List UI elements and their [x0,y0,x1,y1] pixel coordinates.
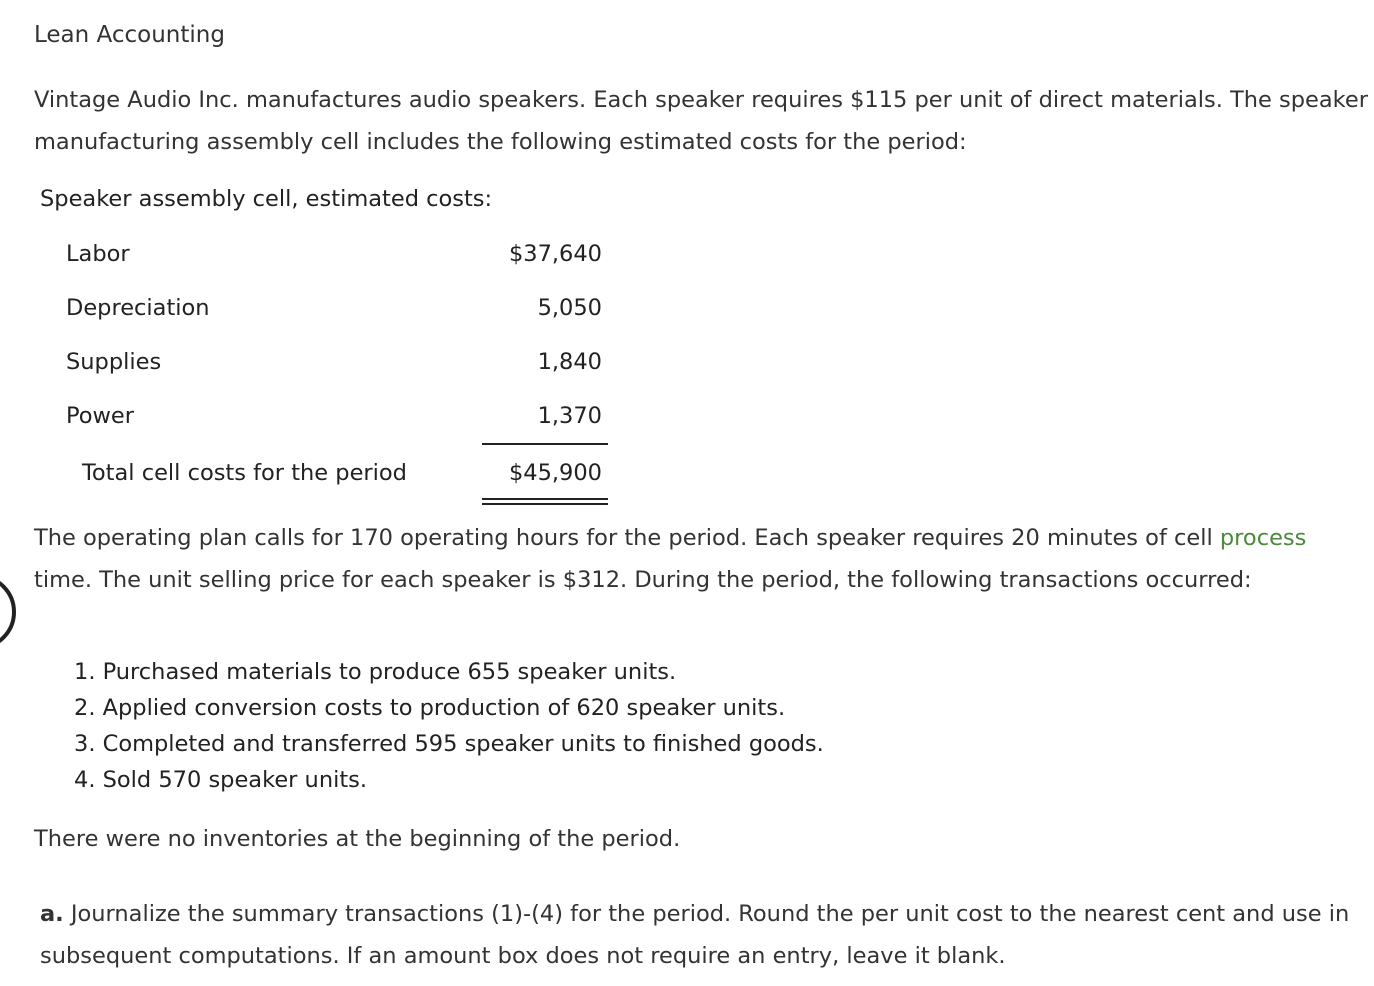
cost-label: Power [66,403,135,429]
cost-amount: $37,640 [508,241,602,267]
list-item: 4. Sold 570 speaker units. [74,767,368,793]
no-inventories-note: There were no inventories at the beginning of the period. [34,826,681,852]
operating-plan-text-2: time. The unit selling price for each speaker is $312. During the period, the following transactions occurred: [34,567,1252,593]
transaction-list [74,654,824,798]
cost-row-labor [0,241,640,271]
task-text: Journalize the summary transactions (1)-(4) for the period. Round the per unit cost to the nearest cent and use in subsequent computations. If an amount box does not require an entry, leave it blank. [40,901,1350,969]
intro-paragraph: Vintage Audio Inc. manufactures audio speakers. Each speaker requires $115 per unit of direct materials. The speaker manufacturing assembly cell includes the following estimated costs for the period: [34,87,1368,155]
cost-table-title: Speaker assembly cell, estimated costs: [40,186,493,212]
cost-amount: 1,840 [537,349,602,375]
total-amount: $45,900 [508,460,602,486]
total-double-rule [482,498,608,505]
cost-row-total [0,460,640,490]
list-item: 2. Applied conversion costs to production of 620 speaker units. [74,695,786,721]
task-instructions [40,893,1360,977]
operating-plan-paragraph [34,517,1354,601]
cost-label: Labor [66,241,130,267]
subtotal-rule [482,443,608,445]
list-item: 1. Purchased materials to produce 655 speaker units. [74,659,677,685]
page-title: Lean Accounting [34,22,225,48]
cost-row-depreciation [0,295,640,325]
task-label: a. [40,901,64,927]
process-link[interactable]: process [1219,525,1307,551]
cost-amount: 1,370 [537,403,602,429]
cost-label: Depreciation [66,295,210,321]
cost-row-power [0,403,640,433]
scroll-indicator-arc [0,574,16,650]
operating-plan-text-1: The operating plan calls for 170 operating hours for the period. Each speaker requires 20 minutes of cell [34,525,1220,551]
total-label: Total cell costs for the period [82,460,407,486]
cost-label: Supplies [66,349,162,375]
cost-row-supplies [0,349,640,379]
list-item: 3. Completed and transferred 595 speaker units to finished goods. [74,731,824,757]
cost-amount: 5,050 [537,295,602,321]
